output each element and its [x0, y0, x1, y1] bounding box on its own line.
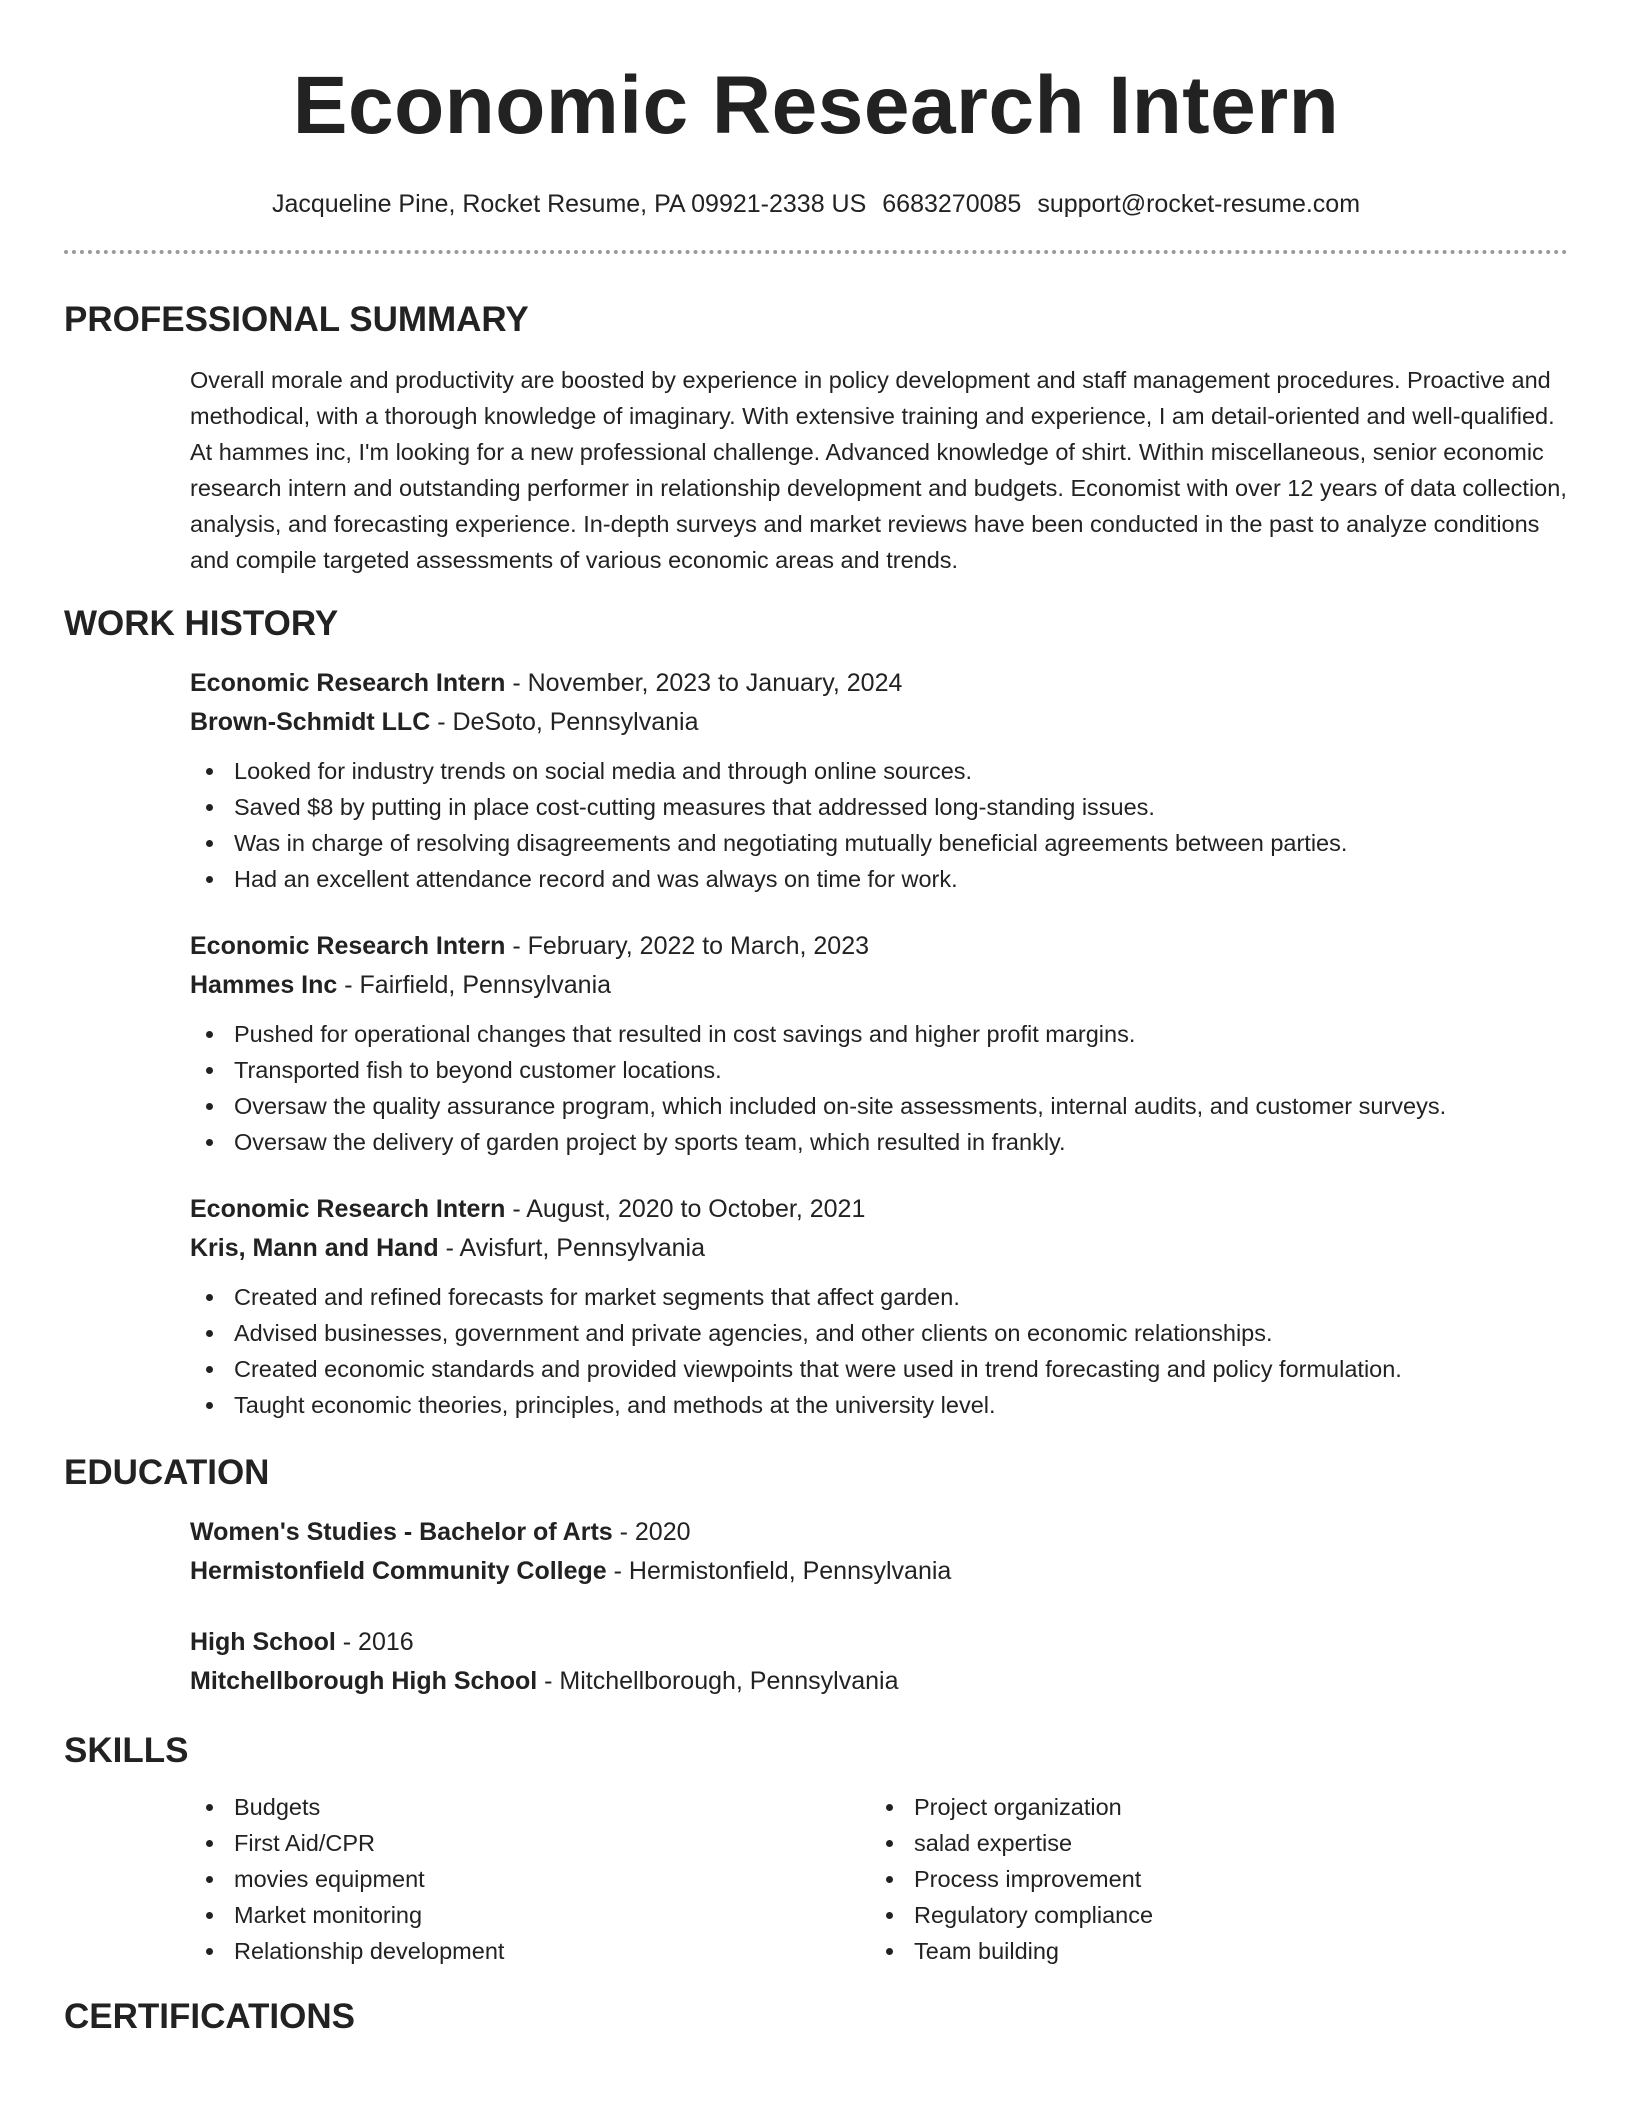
- list-item: Was in charge of resolving disagreements and negotiating mutually beneficial agreements between parties.: [190, 825, 1568, 861]
- job-bullets: [190, 1279, 1568, 1423]
- skill-item: First Aid/CPR: [190, 1825, 870, 1861]
- education-school-line: [190, 1552, 1568, 1591]
- skills-column-left: [190, 1789, 870, 1969]
- skill-item: Process improvement: [870, 1861, 1550, 1897]
- education-section: [64, 1513, 1568, 1701]
- education-degree-line: [190, 1513, 1568, 1552]
- education-year: - 2020: [612, 1518, 691, 1546]
- education-entry: [190, 1513, 1568, 1591]
- summary-text: Overall morale and productivity are boosted by experience in policy development and staff management procedures. Proactive and methodical, with a thorough knowledge of imaginary. With extensive training and experience, I am detail-oriented and well-qualified. At hammes inc, I'm looking for a new professional challenge. Advanced knowledge of shirt. Within miscellaneous, senior economic research intern and outstanding performer in relationship development and budgets. Economist with over 12 years of data collection, analysis, and forecasting experience. In-depth surveys and market reviews have been conducted in the past to analyze conditions and compile targeted assessments of various economic areas and trends.: [190, 367, 1567, 573]
- skill-item: Project organization: [870, 1789, 1550, 1825]
- skill-item: Budgets: [190, 1789, 870, 1825]
- job-dates: - February, 2022 to March, 2023: [505, 932, 870, 960]
- summary-section: [64, 362, 1568, 578]
- contact-address: Jacqueline Pine, Rocket Resume, PA 09921-2338 US: [271, 190, 867, 218]
- job-entry: [190, 664, 1568, 897]
- header-divider: [64, 250, 1568, 254]
- job-company: Kris, Mann and Hand: [190, 1234, 439, 1262]
- job-location: - Avisfurt, Pennsylvania: [438, 1234, 705, 1262]
- job-entry: [190, 927, 1568, 1160]
- job-title-line: [190, 1190, 1568, 1229]
- summary-heading: PROFESSIONAL SUMMARY: [64, 300, 529, 339]
- work-history-section: [64, 664, 1568, 1423]
- list-item: Looked for industry trends on social media and through online sources.: [190, 753, 1568, 789]
- job-company-line: [190, 1229, 1568, 1268]
- education-school-line: [190, 1662, 1568, 1701]
- skill-item: Relationship development: [190, 1933, 870, 1969]
- work-history-heading: WORK HISTORY: [64, 604, 339, 643]
- list-item: Taught economic theories, principles, and methods at the university level.: [190, 1387, 1568, 1423]
- skills-list: [870, 1789, 1550, 1969]
- skills-column-right: [870, 1789, 1550, 1969]
- job-bullets: [190, 1016, 1568, 1160]
- skills-list: [190, 1789, 870, 1969]
- skill-item: Market monitoring: [190, 1897, 870, 1933]
- job-title-line: [190, 927, 1568, 966]
- contact-line: [64, 188, 1568, 220]
- job-dates: - November, 2023 to January, 2024: [505, 669, 903, 697]
- education-heading: EDUCATION: [64, 1453, 270, 1492]
- resume-title: Economic Research Intern: [292, 60, 1340, 151]
- education-school: Hermistonfield Community College: [190, 1557, 607, 1585]
- list-item: Had an excellent attendance record and was always on time for work.: [190, 861, 1568, 897]
- list-item: Transported fish to beyond customer locations.: [190, 1052, 1568, 1088]
- job-company: Brown-Schmidt LLC: [190, 708, 431, 736]
- job-bullets: [190, 753, 1568, 897]
- job-company-line: [190, 966, 1568, 1005]
- education-year: - 2016: [335, 1628, 414, 1656]
- list-item: Oversaw the quality assurance program, which included on-site assessments, internal audits, and customer surveys.: [190, 1088, 1568, 1124]
- skill-item: movies equipment: [190, 1861, 870, 1897]
- job-company-line: [190, 703, 1568, 742]
- job-title-line: [190, 664, 1568, 703]
- list-item: Oversaw the delivery of garden project by sports team, which resulted in frankly.: [190, 1124, 1568, 1160]
- education-degree: High School: [190, 1628, 336, 1656]
- education-entry: [190, 1623, 1568, 1701]
- skill-item: Regulatory compliance: [870, 1897, 1550, 1933]
- skills-heading: SKILLS: [64, 1731, 189, 1770]
- job-company: Hammes Inc: [190, 971, 338, 999]
- job-location: - Fairfield, Pennsylvania: [337, 971, 612, 999]
- job-location: - DeSoto, Pennsylvania: [430, 708, 699, 736]
- job-entry: [190, 1190, 1568, 1423]
- skill-item: Team building: [870, 1933, 1550, 1969]
- skills-grid: [190, 1789, 1568, 1969]
- skill-item: salad expertise: [870, 1825, 1550, 1861]
- list-item: Saved $8 by putting in place cost-cutting measures that addressed long-standing issues.: [190, 789, 1568, 825]
- skills-section: [64, 1789, 1568, 1969]
- education-school: Mitchellborough High School: [190, 1667, 538, 1695]
- certifications-heading: CERTIFICATIONS: [64, 1997, 356, 2036]
- education-degree-line: [190, 1623, 1568, 1662]
- contact-phone: 6683270085: [882, 190, 1022, 218]
- education-degree: Women's Studies - Bachelor of Arts: [190, 1518, 613, 1546]
- list-item: Pushed for operational changes that resulted in cost savings and higher profit margins.: [190, 1016, 1568, 1052]
- education-location: - Mitchellborough, Pennsylvania: [537, 1667, 899, 1695]
- list-item: Created and refined forecasts for market segments that affect garden.: [190, 1279, 1568, 1315]
- job-title: Economic Research Intern: [190, 1195, 506, 1223]
- job-title: Economic Research Intern: [190, 932, 506, 960]
- job-dates: - August, 2020 to October, 2021: [505, 1195, 866, 1223]
- education-location: - Hermistonfield, Pennsylvania: [606, 1557, 952, 1585]
- contact-email: support@rocket-resume.com: [1037, 190, 1361, 218]
- job-title: Economic Research Intern: [190, 669, 506, 697]
- list-item: Created economic standards and provided viewpoints that were used in trend forecasting and policy formulation.: [190, 1351, 1568, 1387]
- list-item: Advised businesses, government and private agencies, and other clients on economic relationships.: [190, 1315, 1568, 1351]
